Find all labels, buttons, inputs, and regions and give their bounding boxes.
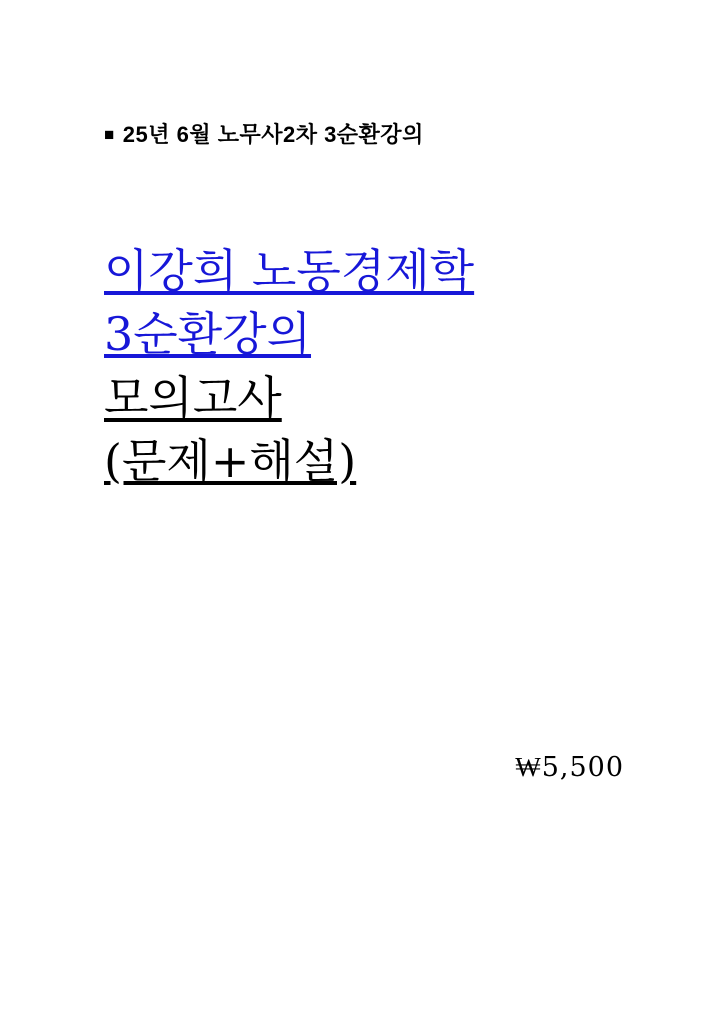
document-title xyxy=(104,240,644,494)
title-line-1 xyxy=(104,240,644,303)
title-line-3 xyxy=(104,367,644,430)
document-kicker xyxy=(104,118,424,149)
square-bullet-icon: ■ xyxy=(104,125,115,144)
title-line-2 xyxy=(104,303,644,366)
title-line-1-text: 이강희 노동경제학 xyxy=(104,244,475,298)
title-line-4 xyxy=(104,430,644,493)
title-line-2-text: 3순환강의 xyxy=(104,307,312,362)
kicker-text: 25년 6월 노무사2차 3순환강의 xyxy=(122,122,424,147)
title-line-4-text: (문제+해설) xyxy=(104,434,357,489)
title-line-3-text: 모의고사 xyxy=(104,370,282,425)
price-label: ₩5,500 xyxy=(515,752,624,783)
